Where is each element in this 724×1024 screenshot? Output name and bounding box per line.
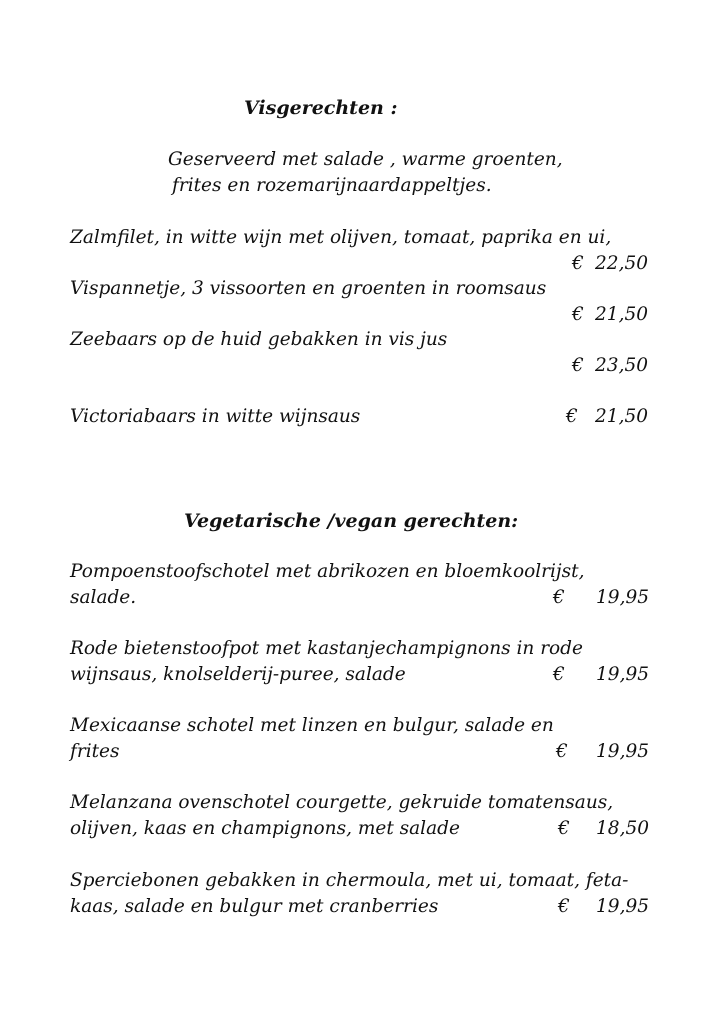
veg-item-melanzana-line2: olijven, kaas en champignons, met salade bbox=[70, 818, 460, 839]
price-amount: 19,95 bbox=[596, 896, 649, 917]
fish-item-vispannetje: Vispannetje, 3 vissoorten en groenten in roomsaus bbox=[70, 278, 547, 299]
currency-symbol: € bbox=[556, 741, 568, 762]
veg-item-mexicaanse-line2: frites bbox=[70, 741, 120, 762]
veg-item-sperciebonen-line1: Sperciebonen gebakken in chermoula, met ui, tomaat, feta- bbox=[70, 870, 629, 891]
fish-item-salmon: Zalmfilet, in witte wijn met olijven, tomaat, paprika en ui, bbox=[70, 227, 612, 248]
fish-item-zeebaars-price bbox=[572, 355, 648, 379]
veg-item-melanzana-line1: Melanzana ovenschotel courgette, gekruide tomatensaus, bbox=[70, 792, 614, 813]
veg-item-mexicaanse-line1: Mexicaanse schotel met linzen en bulgur, salade en bbox=[70, 715, 554, 736]
currency-symbol: € bbox=[572, 253, 584, 274]
veg-item-sperciebonen-line2: kaas, salade en bulgur met cranberries bbox=[70, 896, 439, 917]
currency-symbol: € bbox=[558, 818, 570, 839]
currency-symbol: € bbox=[553, 587, 565, 608]
vegetarian-heading: Vegetarische /vegan gerechten: bbox=[184, 510, 519, 532]
fish-subtitle-line2: frites en rozemarijnaardappeltjes. bbox=[172, 175, 492, 196]
currency-symbol: € bbox=[572, 355, 584, 376]
currency-symbol: € bbox=[553, 664, 565, 685]
fish-item-vispannetje-price bbox=[572, 304, 648, 328]
veg-item-pompoen-line2: salade. bbox=[70, 587, 137, 608]
veg-item-bieten-line1: Rode bietenstoofpot met kastanjechampignons in rode bbox=[70, 638, 583, 659]
veg-item-pompoen-price bbox=[553, 587, 649, 611]
price-amount: 21,50 bbox=[595, 304, 648, 325]
price-amount: 23,50 bbox=[595, 355, 648, 376]
price-amount: 19,95 bbox=[596, 587, 649, 608]
currency-symbol: € bbox=[558, 896, 570, 917]
price-amount: 22,50 bbox=[595, 253, 648, 274]
price-amount: 18,50 bbox=[596, 818, 649, 839]
fish-heading: Visgerechten : bbox=[244, 97, 398, 119]
veg-item-sperciebonen-price bbox=[558, 896, 649, 920]
fish-item-victoriabaars-price bbox=[566, 406, 648, 430]
veg-item-bieten-line2: wijnsaus, knolselderij-puree, salade bbox=[70, 664, 406, 685]
currency-symbol: € bbox=[572, 304, 584, 325]
price-amount: 19,95 bbox=[596, 741, 649, 762]
price-amount: 19,95 bbox=[596, 664, 649, 685]
fish-item-victoriabaars: Victoriabaars in witte wijnsaus bbox=[70, 406, 361, 427]
fish-item-salmon-price bbox=[572, 253, 648, 277]
veg-item-pompoen-line1: Pompoenstoofschotel met abrikozen en bloemkoolrijst, bbox=[70, 561, 585, 582]
price-amount: 21,50 bbox=[595, 406, 648, 427]
veg-item-melanzana-price bbox=[558, 818, 649, 842]
fish-item-zeebaars: Zeebaars op de huid gebakken in vis jus bbox=[70, 329, 448, 350]
veg-item-bieten-price bbox=[553, 664, 649, 688]
currency-symbol: € bbox=[566, 406, 578, 427]
fish-subtitle-line1: Geserveerd met salade , warme groenten, bbox=[168, 149, 563, 170]
veg-item-mexicaanse-price bbox=[556, 741, 649, 765]
